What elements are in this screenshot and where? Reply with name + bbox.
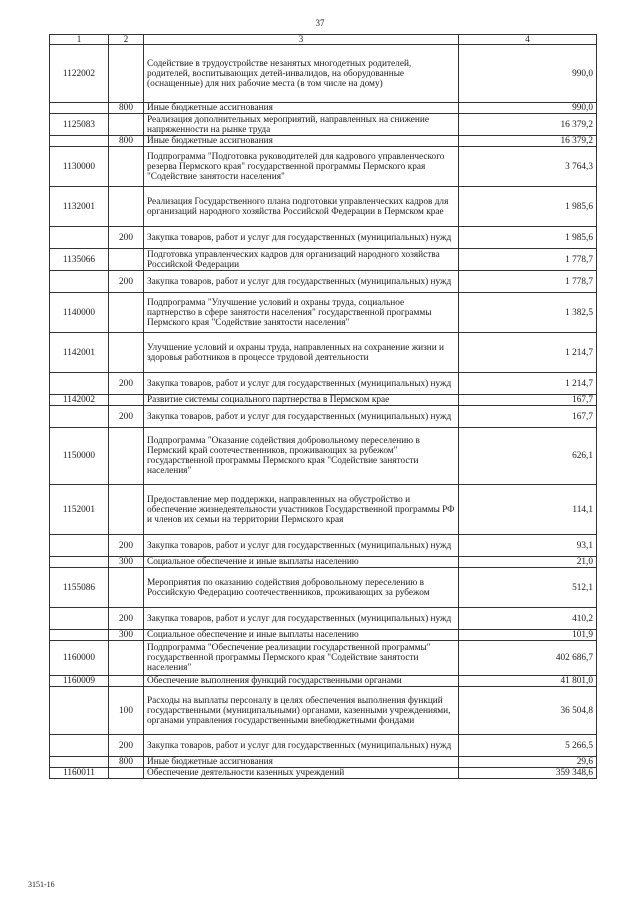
table-row	[50, 249, 597, 271]
row-expense-type: 200	[109, 271, 144, 293]
row-expense-type	[109, 45, 144, 103]
row-code	[50, 630, 109, 641]
row-code: 1160000	[50, 641, 109, 676]
row-amount: 626,1	[459, 428, 597, 485]
row-code: 1130000	[50, 147, 109, 187]
row-amount: 410,2	[459, 608, 597, 630]
row-amount: 16 379,2	[459, 114, 597, 136]
row-code	[50, 136, 109, 147]
row-name: Закупка товаров, работ и услуг для государственных (муниципальных) нужд	[144, 735, 459, 757]
table-row	[50, 485, 597, 535]
table-row	[50, 406, 597, 428]
row-code	[50, 687, 109, 735]
row-amount: 990,0	[459, 45, 597, 103]
table-row	[50, 608, 597, 630]
row-amount: 21,0	[459, 557, 597, 568]
row-name: Подпрограмма "Подготовка руководителей для кадрового управленческого резерва Пермского края" государственной программы Пермского края "Содействие занятости населения"	[144, 147, 459, 187]
table-row	[50, 395, 597, 406]
row-code	[50, 103, 109, 114]
table-row	[50, 227, 597, 249]
row-code	[50, 735, 109, 757]
table-row	[50, 428, 597, 485]
row-name: Иные бюджетные ассигнования	[144, 136, 459, 147]
row-name: Обеспечение деятельности казенных учреждений	[144, 768, 459, 779]
row-expense-type	[109, 187, 144, 227]
table-row	[50, 147, 597, 187]
row-amount: 36 504,8	[459, 687, 597, 735]
row-amount: 3 764,3	[459, 147, 597, 187]
row-code	[50, 608, 109, 630]
row-code: 1152001	[50, 485, 109, 535]
table-row	[50, 114, 597, 136]
row-expense-type: 100	[109, 687, 144, 735]
table-row	[50, 735, 597, 757]
row-amount: 101,9	[459, 630, 597, 641]
row-code: 1135066	[50, 249, 109, 271]
row-expense-type: 200	[109, 735, 144, 757]
table-row	[50, 535, 597, 557]
row-code: 1160009	[50, 676, 109, 687]
row-name: Улучшение условий и охраны труда, направленных на сохранение жизни и здоровья работников в процессе трудовой деятельности	[144, 333, 459, 373]
row-name: Подпрограмма "Оказание содействия добровольному переселению в Пермский край соотечественников, проживающих за рубежом" государственной программы Пермского края "Содействие занятости населения"	[144, 428, 459, 485]
table-row	[50, 187, 597, 227]
row-name: Содействие в трудоустройстве незанятых многодетных родителей, родителей, воспитывающих детей-инвалидов, на оборудованные (оснащенные) для них рабочие места (в том числе на дому)	[144, 45, 459, 103]
row-expense-type	[109, 147, 144, 187]
table-row	[50, 568, 597, 608]
row-name: Закупка товаров, работ и услуг для государственных (муниципальных) нужд	[144, 227, 459, 249]
header-cell-expense-type: 2	[109, 35, 144, 45]
table-row	[50, 45, 597, 103]
table-row	[50, 676, 597, 687]
row-expense-type	[109, 676, 144, 687]
row-amount: 1 778,7	[459, 249, 597, 271]
row-amount: 1 778,7	[459, 271, 597, 293]
row-expense-type: 200	[109, 373, 144, 395]
row-name: Расходы на выплаты персоналу в целях обеспечения выполнения функций государственными (муниципальными) органами, казенными учреждениями, органами управления государственными внебюджетными фондами	[144, 687, 459, 735]
row-expense-type	[109, 768, 144, 779]
row-code	[50, 557, 109, 568]
row-name: Социальное обеспечение и иные выплаты населению	[144, 630, 459, 641]
header-cell-amount: 4	[459, 35, 597, 45]
row-code: 1150000	[50, 428, 109, 485]
row-code: 1140000	[50, 293, 109, 333]
row-expense-type	[109, 114, 144, 136]
table-row	[50, 630, 597, 641]
table-row	[50, 103, 597, 114]
table-row	[50, 373, 597, 395]
row-amount: 1 985,6	[459, 227, 597, 249]
row-name: Закупка товаров, работ и услуг для государственных (муниципальных) нужд	[144, 271, 459, 293]
row-amount: 1 985,6	[459, 187, 597, 227]
row-expense-type: 200	[109, 227, 144, 249]
row-amount: 1 382,5	[459, 293, 597, 333]
row-expense-type: 300	[109, 557, 144, 568]
row-expense-type	[109, 568, 144, 608]
row-amount: 93,1	[459, 535, 597, 557]
row-amount: 359 348,6	[459, 768, 597, 779]
row-name: Социальное обеспечение и иные выплаты населению	[144, 557, 459, 568]
table-row	[50, 641, 597, 676]
row-code: 1160011	[50, 768, 109, 779]
budget-table	[49, 34, 597, 779]
row-expense-type	[109, 333, 144, 373]
footer-document-code: 3151-16	[28, 880, 55, 889]
row-name: Обеспечение выполнения функций государственными органами	[144, 676, 459, 687]
row-amount: 114,1	[459, 485, 597, 535]
row-name: Закупка товаров, работ и услуг для государственных (муниципальных) нужд	[144, 535, 459, 557]
row-code: 1155086	[50, 568, 109, 608]
row-name: Иные бюджетные ассигнования	[144, 757, 459, 768]
row-code	[50, 227, 109, 249]
row-name: Закупка товаров, работ и услуг для государственных (муниципальных) нужд	[144, 406, 459, 428]
row-name: Иные бюджетные ассигнования	[144, 103, 459, 114]
row-amount: 29,6	[459, 757, 597, 768]
row-expense-type: 300	[109, 630, 144, 641]
row-code: 1125083	[50, 114, 109, 136]
row-amount: 5 266,5	[459, 735, 597, 757]
row-name: Подготовка управленческих кадров для организаций народного хозяйства Российской Федерации	[144, 249, 459, 271]
row-expense-type: 200	[109, 608, 144, 630]
row-name: Подпрограмма "Улучшение условий и охраны труда, социальное партнерство в сфере занятости населения" государственной программы Пермского края "Содействие занятости населения"	[144, 293, 459, 333]
row-amount: 167,7	[459, 395, 597, 406]
row-code: 1122002	[50, 45, 109, 103]
row-expense-type: 200	[109, 535, 144, 557]
table-row	[50, 293, 597, 333]
row-name: Мероприятия по оказанию содействия добровольному переселению в Российскую Федерацию соотечественников, проживающих за рубежом	[144, 568, 459, 608]
row-expense-type: 200	[109, 406, 144, 428]
table-row	[50, 757, 597, 768]
row-code	[50, 373, 109, 395]
row-amount: 16 379,2	[459, 136, 597, 147]
table-row	[50, 768, 597, 779]
row-name: Реализация дополнительных мероприятий, направленных на снижение напряженности на рынке труда	[144, 114, 459, 136]
row-amount: 512,1	[459, 568, 597, 608]
header-cell-name: 3	[144, 35, 459, 45]
row-expense-type: 800	[109, 103, 144, 114]
row-expense-type	[109, 641, 144, 676]
row-code	[50, 757, 109, 768]
row-expense-type	[109, 395, 144, 406]
row-code: 1142001	[50, 333, 109, 373]
row-amount: 402 686,7	[459, 641, 597, 676]
row-expense-type: 800	[109, 136, 144, 147]
page-number: 37	[315, 18, 325, 28]
row-amount: 1 214,7	[459, 333, 597, 373]
row-name: Реализация Государственного плана подготовки управленческих кадров для организаций народного хозяйства Российской Федерации в Пермском крае	[144, 187, 459, 227]
row-amount: 990,0	[459, 103, 597, 114]
row-code	[50, 271, 109, 293]
row-expense-type	[109, 249, 144, 271]
row-name: Предоставление мер поддержки, направленных на обустройство и обеспечение жизнедеятельности участников Государственной программы РФ и членов их семьи на территории Пермского края	[144, 485, 459, 535]
row-code	[50, 535, 109, 557]
row-expense-type	[109, 428, 144, 485]
row-name: Развитие системы социального партнерства в Пермском крае	[144, 395, 459, 406]
table-row	[50, 271, 597, 293]
row-code: 1132001	[50, 187, 109, 227]
row-name: Закупка товаров, работ и услуг для государственных (муниципальных) нужд	[144, 373, 459, 395]
table-row	[50, 687, 597, 735]
row-amount: 167,7	[459, 406, 597, 428]
table-row	[50, 557, 597, 568]
row-code: 1142002	[50, 395, 109, 406]
row-expense-type	[109, 293, 144, 333]
header-cell-code: 1	[50, 35, 109, 45]
header-row	[50, 35, 597, 45]
row-code	[50, 406, 109, 428]
table-row	[50, 333, 597, 373]
row-name: Подпрограмма "Обеспечение реализации государственной программы" государственной программы Пермского края "Содействие занятости населения"	[144, 641, 459, 676]
row-amount: 41 801,0	[459, 676, 597, 687]
table-row	[50, 136, 597, 147]
row-amount: 1 214,7	[459, 373, 597, 395]
row-expense-type	[109, 485, 144, 535]
row-expense-type: 800	[109, 757, 144, 768]
row-name: Закупка товаров, работ и услуг для государственных (муниципальных) нужд	[144, 608, 459, 630]
